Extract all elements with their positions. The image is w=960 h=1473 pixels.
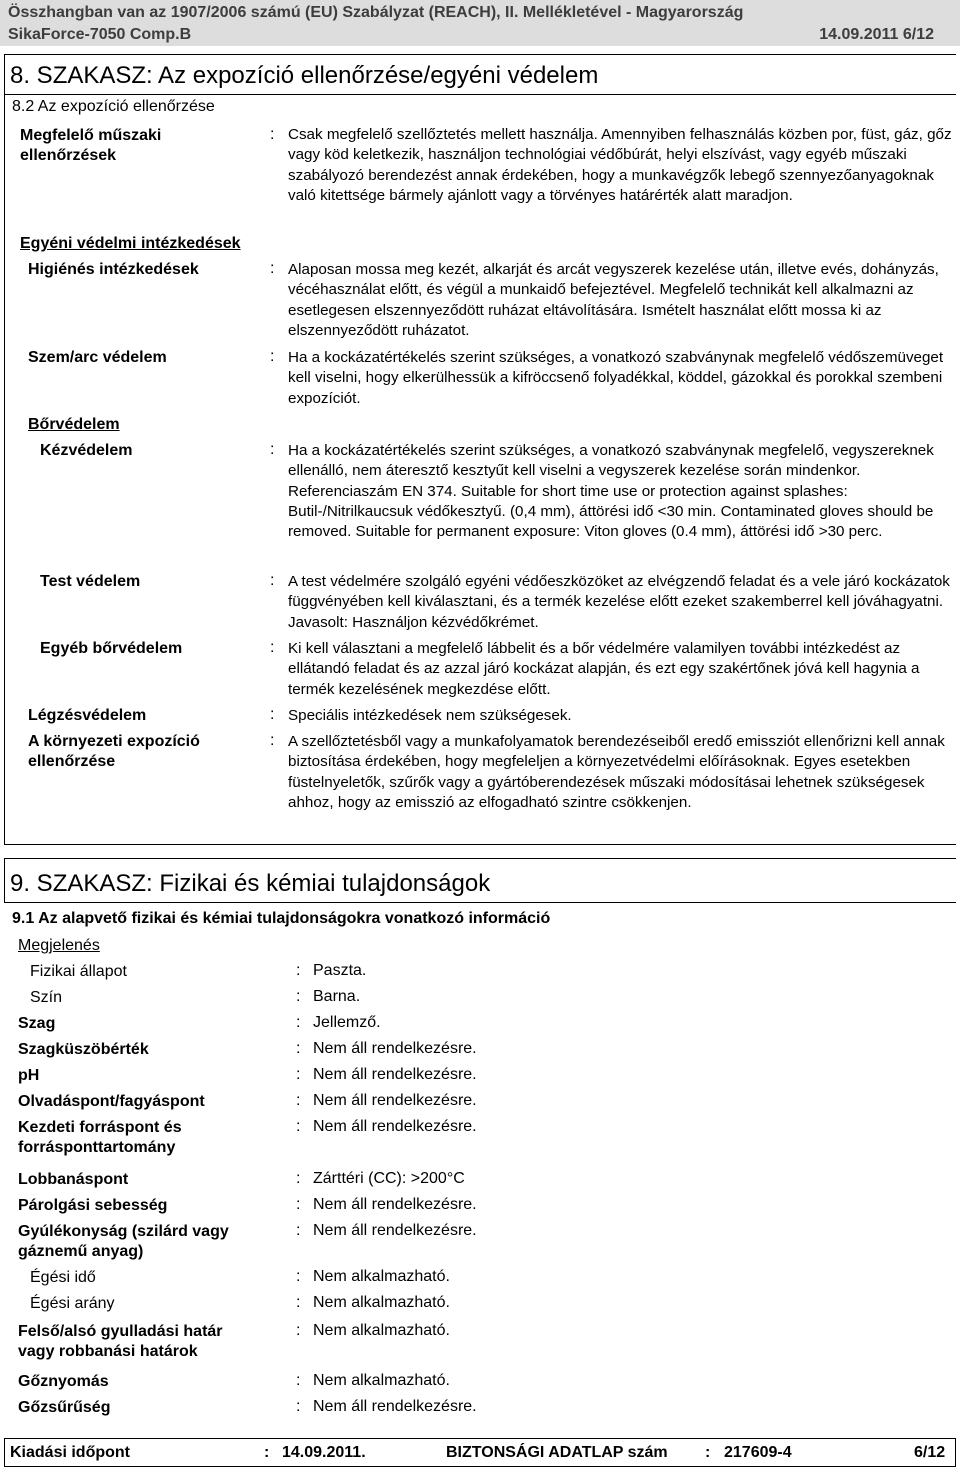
property-value: Barna. (313, 988, 361, 1005)
property-label: Párolgási sebesség (18, 1197, 168, 1214)
property-label: Felső/alsó gyulladási határ vagy robbanási határok (18, 1323, 223, 1360)
colon: : (296, 1118, 301, 1135)
property-label: Lobbanáspont (18, 1171, 129, 1188)
appearance-heading: Megjelenés (18, 937, 100, 954)
property-value: Nem alkalmazható. (313, 1294, 450, 1311)
property-value: Nem áll rendelkezésre. (313, 1092, 477, 1109)
property-label: Fizikai állapot (30, 963, 127, 980)
section8-bottom-border (4, 844, 956, 845)
property-label: Szín (30, 989, 63, 1006)
section8-left-border (4, 54, 5, 844)
colon: : (296, 1092, 301, 1109)
property-value: Nem áll rendelkezésre. (313, 1118, 477, 1135)
property-value: Nem áll rendelkezésre. (313, 1398, 477, 1415)
property-value: Nem áll rendelkezésre. (313, 1066, 477, 1083)
property-label: Gőzsűrűség (18, 1399, 111, 1416)
issue-date: 14.09.2011. (282, 1444, 366, 1461)
section9-title-border (4, 902, 956, 903)
colon: : (296, 1222, 301, 1239)
property-label: Szag (18, 1015, 56, 1032)
property-label: Gőznyomás (18, 1373, 109, 1390)
property-label: pH (18, 1067, 40, 1084)
section8-top-border (4, 54, 956, 55)
property-label: Égési idő (30, 1269, 96, 1286)
property-value: Nem alkalmazható. (313, 1322, 450, 1339)
property-value: Paszta. (313, 962, 367, 979)
property-value: Nem áll rendelkezésre. (313, 1196, 477, 1213)
section8-title: 8. SZAKASZ: Az expozíció ellenőrzése/egyéni védelem (10, 62, 599, 89)
colon: : (270, 348, 275, 365)
property-label: Kezdeti forráspont és forrásponttartomány (18, 1119, 182, 1156)
colon: : (270, 706, 275, 723)
respiratory-protection-label: Légzésvédelem (28, 707, 147, 724)
hygiene-measures-label: Higiénés intézkedések (28, 261, 199, 278)
product-name: SikaForce-7050 Comp.B (8, 26, 192, 43)
section8-title-border (4, 94, 956, 95)
header-date-page: 14.09.2011 6/12 (819, 26, 934, 43)
footer-right-border (955, 1438, 956, 1466)
colon: : (264, 1444, 270, 1461)
colon: : (270, 572, 275, 589)
colon: : (296, 1294, 301, 1311)
colon: : (296, 1040, 301, 1057)
property-value: Nem áll rendelkezésre. (313, 1040, 477, 1057)
other-skin-protection-label: Egyéb bőrvédelem (40, 640, 183, 657)
colon: : (296, 988, 301, 1005)
colon: : (296, 1014, 301, 1031)
footer-page: 6/12 (914, 1444, 946, 1461)
colon: : (296, 1372, 301, 1389)
section9-title: 9. SZAKASZ: Fizikai és kémiai tulajdonságok (10, 870, 491, 897)
eye-face-protection-text: Ha a kockázatértékelés szerint szükséges, a vonatkozó szabványnak megfelelő védőszemüveget kell viselni, hogy elkerülhessük a kifröccsenő folyadékkal, köddel, gázokkal és porokkal szembeni expozíciót. (288, 349, 944, 407)
hand-protection-text: Ha a kockázatértékelés szerint szükséges, a vonatkozó szabványnak megfelelő, vegyszereknek ellenálló, nem áteresztő kesztyűt kell viselni a vegyszerek kezelése során mindenkor. Referenciaszám EN 374. Suitable for short time use or protection against splashes: Butil-/Nitrilkaucsuk védőkesztyű. (0,4 mm), áttörési idő <30 min. Contaminated gloves should be removed. Suitable for permanent exposure: Viton gloves (0.4 mm), áttörési idő >30 perc. (288, 442, 934, 541)
property-value: Jellemző. (313, 1014, 381, 1031)
issue-date-label: Kiadási időpont (10, 1444, 130, 1461)
document-header (0, 0, 960, 46)
environmental-exposure-label: A környezeti expozíció ellenőrzése (28, 733, 200, 770)
document-footer (8, 1440, 953, 1466)
section9-left-border (4, 858, 5, 902)
environmental-exposure-text: A szellőztetésből vagy a munkafolyamatok berendezéseiből eredő emissziót ellenőrizni kell annak biztosítása érdekében, hogy megfeleljen a környezetvédelmi előírásoknak. Egyes esetekben füstelnyeletők, szűrők vagy a gyártóberendezések műszaki módosításai lehetnek szükségesek ahhoz, hogy az emisszió az elfogadható szintre csökkenjen. (288, 733, 945, 811)
colon: : (705, 1444, 711, 1461)
skin-protection-heading: Bőrvédelem (28, 416, 120, 433)
property-label: Égési arány (30, 1295, 115, 1312)
colon: : (296, 1322, 301, 1339)
property-value: Nem alkalmazható. (313, 1372, 450, 1389)
respiratory-protection-text: Speciális intézkedések nem szükségesek. (288, 707, 572, 724)
other-skin-protection-text: Ki kell választani a megfelelő lábbelit és a bőr védelmére valamilyen további intézkedést az ellátandó feladat és az azzal járó kockázat alapján, és ezt egy szakértőnek jóvá kell hagynia a termék kezelésének megkezdése előtt. (288, 640, 920, 698)
colon: : (296, 1066, 301, 1083)
engineering-controls-label: Megfelelő műszaki ellenőrzések (20, 127, 162, 164)
property-value: Zárttéri (CC): >200°C (313, 1170, 465, 1187)
section9-subtitle: 9.1 Az alapvető fizikai és kémiai tulajdonságokra vonatkozó információ (12, 910, 551, 927)
section8-subtitle: 8.2 Az expozíció ellenőrzése (12, 98, 215, 115)
property-value: Nem áll rendelkezésre. (313, 1222, 477, 1239)
colon: : (270, 126, 275, 143)
personal-protection-heading: Egyéni védelmi intézkedések (20, 235, 241, 252)
eye-face-protection-label: Szem/arc védelem (28, 349, 167, 366)
section9-top-border (4, 858, 956, 859)
hygiene-measures-text: Alaposan mossa meg kezét, alkarját és arcát vegyszerek kezelése után, illetve evés, dohányzás, vécéhasználat előtt, és végül a munkaidő befejeztével. Megfelelő technikát kell alkalmazni az esetlegesen elszennyeződött ruházat eltávolítására. Ismételt használat előtt mossa ki az elszennyeződött ruházatot. (288, 261, 939, 339)
colon: : (296, 1268, 301, 1285)
footer-top-border (4, 1438, 956, 1439)
regulation-title: Összhangban van az 1907/2006 számú (EU) Szabályzat (REACH), II. Mellékletével - Magyarország (8, 4, 744, 21)
property-label: Gyúlékonyság (szilárd vagy gáznemű anyag) (18, 1223, 229, 1260)
colon: : (296, 962, 301, 979)
footer-bottom-border (4, 1466, 956, 1467)
property-value: Nem alkalmazható. (313, 1268, 450, 1285)
property-label: Olvadáspont/fagyáspont (18, 1093, 205, 1110)
colon: : (296, 1170, 301, 1187)
property-label: Szagküszöbérték (18, 1041, 149, 1058)
sds-number: 217609-4 (724, 1444, 792, 1461)
body-protection-label: Test védelem (40, 573, 141, 590)
engineering-controls-text: Csak megfelelő szellőztetés mellett használja. Amennyiben felhasználás közben por, füst, gáz, gőz vagy köd keletkezik, használjon technológiai védőbúrát, helyi elszívást, vagy egyéb műszaki szabályozó berendezést annak érdekében, hogy a munkavégzők lebegő szennyezőanyagoknak való kitettsége bármely ajánlott vagy a törvényes határérték alatt maradjon. (288, 126, 952, 204)
footer-left-border (4, 1438, 5, 1466)
colon: : (296, 1196, 301, 1213)
hand-protection-label: Kézvédelem (40, 442, 133, 459)
colon: : (270, 639, 275, 656)
colon: : (270, 260, 275, 277)
sds-number-label: BIZTONSÁGI ADATLAP szám (446, 1444, 668, 1461)
colon: : (270, 441, 275, 458)
colon: : (296, 1398, 301, 1415)
colon: : (270, 732, 275, 749)
body-protection-text: A test védelmére szolgáló egyéni védőeszközöket az elvégzendő feladat és a vele járó kockázatok függvényében kell kiválasztani, és a termék kezelése előtt ezeket szakemberrel kell jóváhagyatni. Javasolt: Használjon kézvédőkrémet. (288, 573, 950, 631)
